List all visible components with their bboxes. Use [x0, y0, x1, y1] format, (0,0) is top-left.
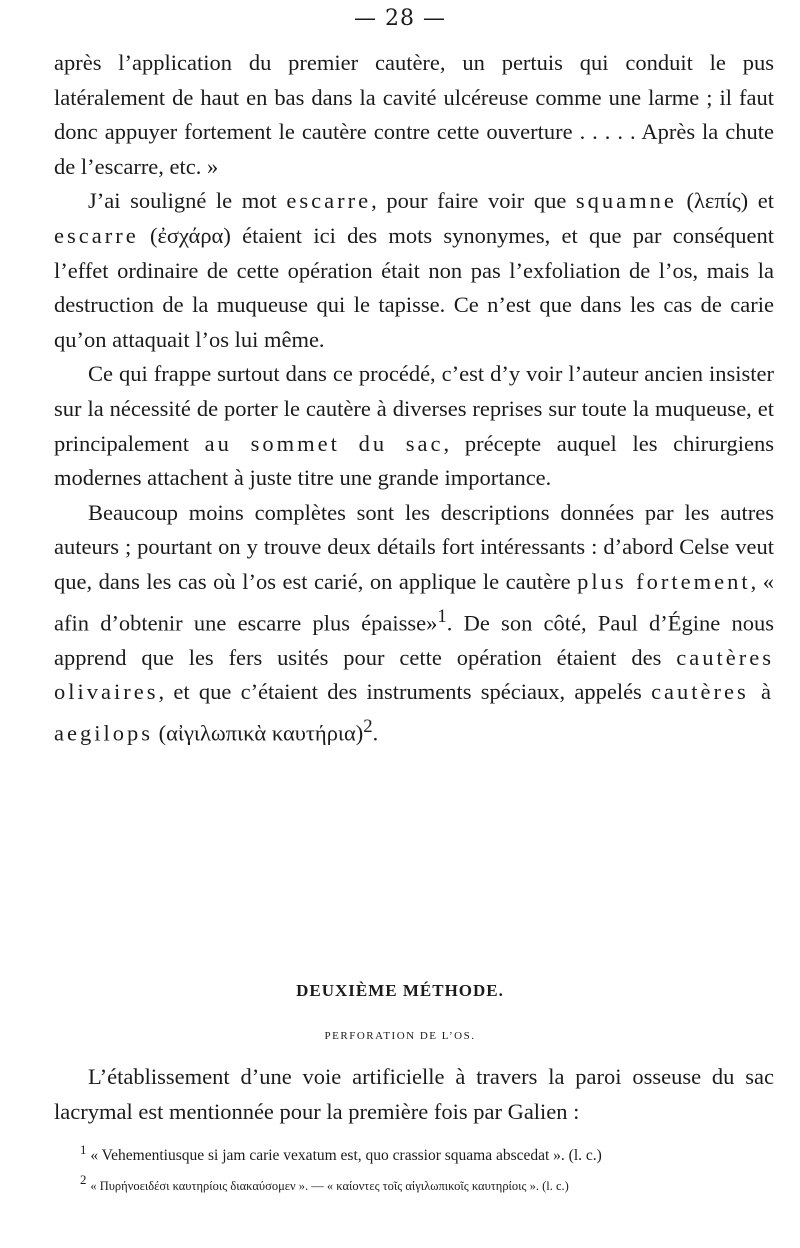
body-text-continued [54, 1060, 774, 1129]
emphasis-cauteres-aegilops: cautères à aegilops [54, 679, 774, 746]
section-subtitle: PERFORATION DE L’OS. [324, 1030, 476, 1042]
paragraph-4: Beaucoup moins complètes sont les descriptions données par les autres auteurs ; pourtant on y trouve deux détails fort intéressants : d’abord Celse veut que, dans les cas où l’os est carié, on applique le cautère plus fortement, « afin d’obtenir une escarre plus épaisse»$^1$. De son côté, Paul d’Égine nous apprend que les fers usités pour cette opération étaient des cautères olivaires, et que c’étaient des instruments spéciaux, appelés cautères à aegilops (αἰγιλωπικὰ καυτήρια)$^2$. [54, 499, 774, 746]
footnote-ref-1: 1 [437, 605, 447, 627]
paragraph-1: après l’application du premier cautère, un pertuis qui conduit le pus latéralement de haut en bas dans la cavité ulcéreuse comme une larme ; il faut donc appuyer fortement le cautère contre cette ouverture . . . . . Après la chute de l’escarre, etc. » [54, 50, 774, 179]
emphasis-cauteres-olivaires: cautères olivaires [54, 644, 774, 705]
emphasis-squamne: squamne [575, 188, 677, 214]
footnote-2 [80, 1168, 780, 1198]
emphasis-escarre-2: escarre [54, 222, 139, 248]
footnote-text-1: « Vehementiusque si jam carie vexatum est, quo crassior squama abscedat ». (l. c.) [90, 1147, 602, 1165]
paragraph-2: J’ai souligné le mot escarre, pour faire voir que squamne (λεπίς) et escarre (ἐσχάρα) étaient ici des mots synonymes, et que par conséquent l’effet ordinaire de cette opération était non pas l’exfoliation de l’os, mais la destruction de la muqueuse qui le tapisse. Ce n’est que dans les cas de carie qu’on attaquait l’os lui même. [54, 188, 774, 352]
footnote-mark-2: 2 [80, 1172, 87, 1188]
emphasis-escarre: escarre [286, 188, 372, 214]
paragraph-5: L’établissement d’une voie artificielle à travers la paroi osseuse du sac lacrymal est mentionnée pour la première fois par Galien : [54, 1064, 774, 1124]
footnote-text-2: « Πυρήνοειδέσι καυτηρίοις διακαύσομεν ». — « καίοντες τοῖς αἰγιλωπικοῖς καυτηρίοις ». (l. c.) [90, 1179, 569, 1194]
footnote-1 [80, 1138, 780, 1168]
footnote-ref-2: 2 [363, 715, 373, 737]
footnote-mark-1: 1 [80, 1142, 87, 1157]
section-title: DEUXIÈME MÉTHODE. [296, 981, 504, 1000]
emphasis-plus-fortement: plus fortement [577, 568, 751, 594]
page-number: — 28 — [354, 6, 446, 31]
paragraph-3: Ce qui frappe surtout dans ce procédé, c’est d’y voir l’auteur ancien insister sur la nécessité de porter le cautère à diverses reprises sur toute la muqueuse, et principalement au sommet du sac, précepte auquel les chirurgiens modernes attachent à juste titre une grande importance. [54, 361, 774, 491]
footnotes [80, 1138, 780, 1198]
emphasis-au-sommet-du-sac: au sommet du sac [204, 430, 444, 456]
body-text [54, 46, 774, 751]
